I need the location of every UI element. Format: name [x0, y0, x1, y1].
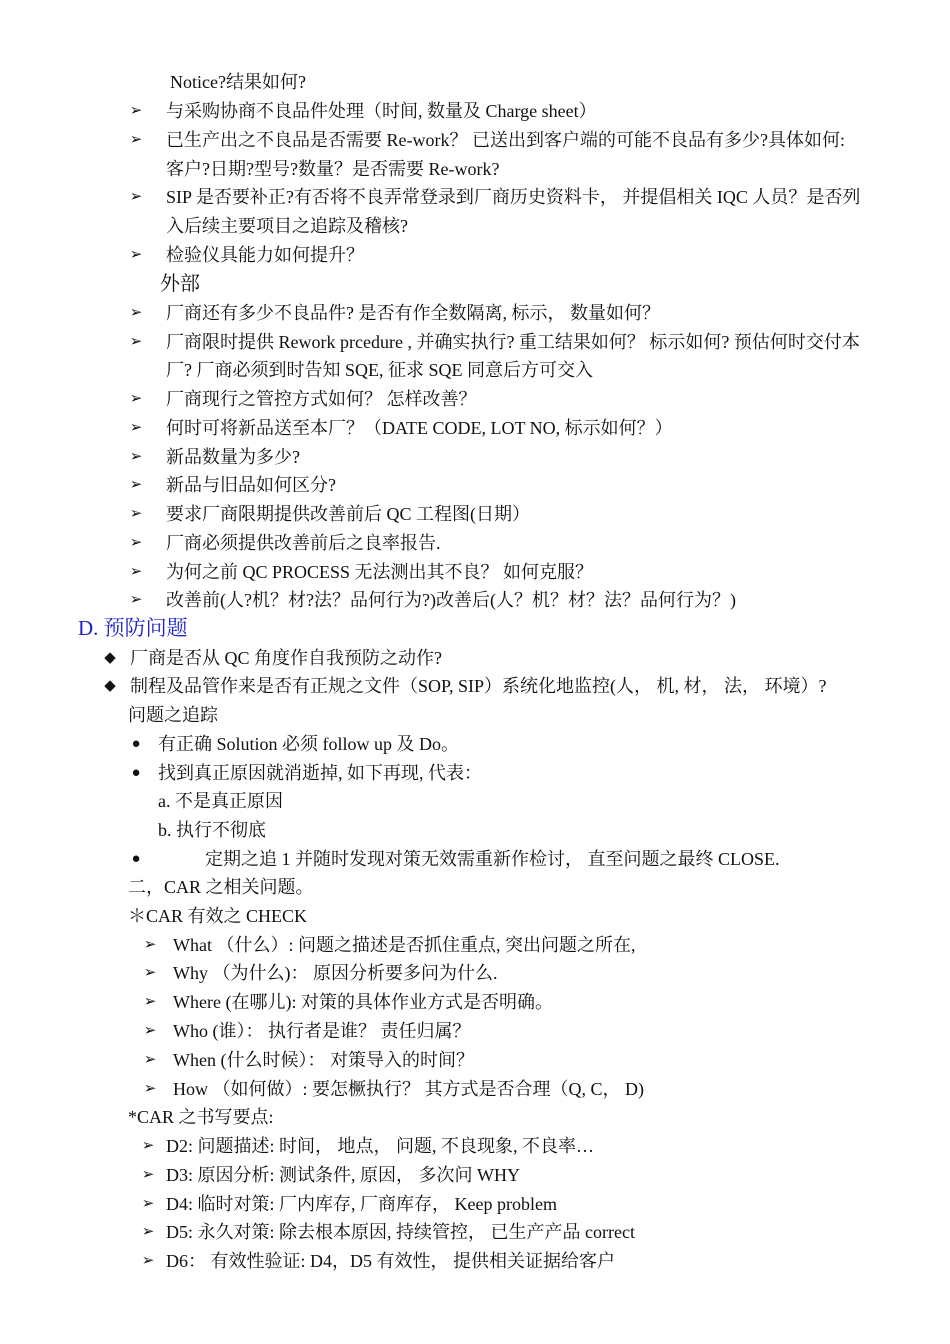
line-text: 有正确 Solution 必须 follow up 及 Do。	[158, 734, 460, 754]
arrow-bullet-icon: ➢	[129, 449, 143, 465]
arrow-bullet-icon: ➢	[129, 305, 143, 321]
line-text: Notice?结果如何?	[170, 72, 306, 92]
arrow-bullet-icon: ➢	[141, 1196, 155, 1212]
arrow-bullet-icon: ➢	[141, 1138, 155, 1154]
arrow-bullet-icon: ➢	[129, 535, 143, 551]
arrow-bullet-icon: ➢	[129, 334, 143, 350]
arrow-bullet-icon: ➢	[141, 1167, 155, 1183]
arrow-bullet-icon: ➢	[143, 1052, 157, 1068]
line-text: 何时可将新品送至本厂？（DATE CODE, LOT NO, 标示如何？）	[166, 418, 673, 438]
arrow-bullet-icon: ➢	[129, 477, 143, 493]
line-text: What （什么）: 问题之描述是否抓住重点, 突出问题之所在,	[173, 935, 636, 955]
line-text: 新品数量为多少?	[166, 447, 300, 467]
line-text: How （如何做）: 要怎橛执行？ 其方式是否合理（Q, C， D)	[173, 1079, 644, 1099]
line-text: D5: 永久对策: 除去根本原因, 持续管控， 已生产产品 correct	[166, 1222, 635, 1242]
line-text: 客户?日期?型号?数量？是否需要 Re-work?	[166, 159, 500, 179]
arrow-bullet-icon: ➢	[143, 1081, 157, 1097]
line-text: 找到真正原因就消逝掉, 如下再现, 代表：	[158, 763, 482, 783]
arrow-bullet-icon: ➢	[141, 1224, 155, 1240]
line-text: Who (谁）： 执行者是谁？ 责任归属？	[173, 1021, 471, 1041]
line-text: 厂? 厂商必须到时告知 SQE, 征求 SQE 同意后方可交入	[166, 360, 593, 380]
arrow-bullet-icon: ➢	[143, 937, 157, 953]
arrow-bullet-icon: ➢	[143, 1023, 157, 1039]
line-text: 厂商必须提供改善前后之良率报告.	[166, 533, 441, 553]
line-text: 为何之前 QC PROCESS 无法测出其不良？ 如何克服？	[166, 562, 594, 582]
line-text: 厂商还有多少不良品件? 是否有作全数隔离, 标示， 数量如何？	[166, 303, 660, 323]
line-text: 厂商限时提供 Rework prcedure , 并确实执行? 重工结果如何？ 标示如何? 预估何时交付本	[166, 332, 860, 352]
line-text: 二，CAR 之相关问题。	[128, 877, 314, 897]
line-text: 厂商是否从 QC 角度作自我预防之动作?	[130, 648, 442, 668]
heading-text: D. 预防问题	[78, 616, 188, 640]
arrow-bullet-icon: ➢	[141, 1253, 155, 1269]
arrow-bullet-icon: ➢	[129, 391, 143, 407]
line-text: D3: 原因分析: 测试条件, 原因， 多次问 WHY	[166, 1165, 520, 1185]
line-text: Where (在哪儿): 对策的具体作业方式是否明确。	[173, 992, 553, 1012]
line-text: 外部	[160, 273, 200, 295]
diamond-bullet-icon: ◆	[104, 650, 116, 666]
line-text: 新品与旧品如何区分?	[166, 475, 336, 495]
line-text: 检验仪具能力如何提升？	[166, 245, 364, 265]
arrow-bullet-icon: ➢	[129, 564, 143, 580]
arrow-bullet-icon: ➢	[143, 994, 157, 1010]
line-text: a. 不是真正原因	[158, 791, 283, 811]
arrow-bullet-icon: ➢	[129, 247, 143, 263]
line-text: When (什么时候）： 对策导入的时间？	[173, 1050, 474, 1070]
dot-bullet-icon: ●	[131, 765, 141, 781]
line-text: SIP 是否要补正?有否将不良弄常登录到厂商历史资料卡， 并提倡相关 IQC 人员？是否列	[166, 187, 861, 207]
line-text: 厂商现行之管控方式如何？ 怎样改善？	[166, 389, 477, 409]
line-text: ＊CAR 有效之 CHECK	[128, 906, 308, 926]
line-text: D2: 问题描述: 时间， 地点， 问题, 不良现象, 不良率…	[166, 1136, 594, 1156]
line-text: 要求厂商限期提供改善前后 QC 工程图(日期）	[166, 504, 530, 524]
line-text: D4: 临时对策: 厂内库存, 厂商库存， Keep problem	[166, 1194, 557, 1214]
diamond-bullet-icon: ◆	[104, 678, 116, 694]
line-text: 与采购协商不良品件处理（时间, 数量及 Charge sheet）	[166, 101, 597, 121]
line-text: 问题之追踪	[128, 705, 218, 725]
line-text: 制程及品管作来是否有正规之文件（SOP, SIP）系统化地监控(人， 机, 材， 法， 环境）?	[130, 676, 827, 696]
arrow-bullet-icon: ➢	[129, 103, 143, 119]
line-text: 入后续主要项目之追踪及稽核?	[166, 216, 408, 236]
dot-bullet-icon: ●	[131, 851, 141, 867]
line-text: 定期之追 1 并随时发现对策无效需重新作检讨， 直至问题之最终 CLOSE.	[205, 849, 780, 869]
arrow-bullet-icon: ➢	[143, 965, 157, 981]
line-text: D6： 有效性验证: D4，D5 有效性， 提供相关证据给客户	[166, 1251, 615, 1271]
arrow-bullet-icon: ➢	[129, 189, 143, 205]
line-text: 已生产出之不良品是否需要 Re-work？ 已送出到客户端的可能不良品有多少?具体如何:	[166, 130, 845, 150]
line-text: *CAR 之书写要点:	[128, 1107, 274, 1127]
arrow-bullet-icon: ➢	[129, 420, 143, 436]
line-text: 改善前(人?机？材?法？品何行为?)改善后(人？机？材？法？品何行为？)	[166, 590, 736, 610]
line-text: Why （为什么)： 原因分析要多问为什么.	[173, 963, 498, 983]
line-text: b. 执行不彻底	[158, 820, 266, 840]
arrow-bullet-icon: ➢	[129, 592, 143, 608]
arrow-bullet-icon: ➢	[129, 132, 143, 148]
arrow-bullet-icon: ➢	[129, 506, 143, 522]
dot-bullet-icon: ●	[131, 736, 141, 752]
